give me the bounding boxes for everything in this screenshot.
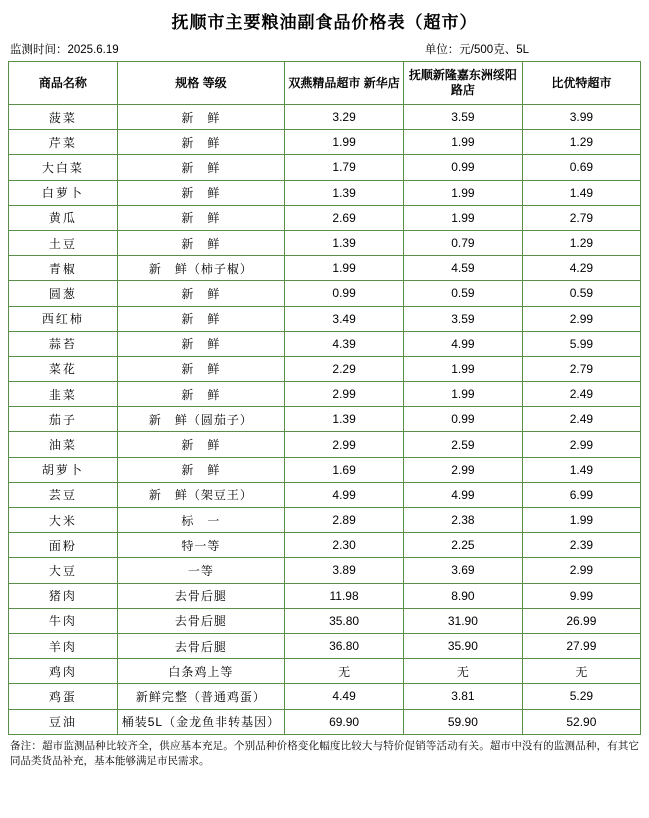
table-row (9, 533, 641, 558)
cell-price-store-1: 3.49 (285, 306, 404, 331)
cell-spec: 去骨后腿 (117, 633, 284, 658)
cell-price-store-3: 1.29 (522, 230, 640, 255)
cell-product-name: 蒜苔 (9, 331, 118, 356)
cell-price-store-1: 1.39 (285, 180, 404, 205)
cell-price-store-2: 1.99 (403, 205, 522, 230)
cell-price-store-2: 3.59 (403, 306, 522, 331)
cell-price-store-1: 0.99 (285, 281, 404, 306)
cell-price-store-2: 59.90 (403, 709, 522, 734)
cell-price-store-2: 0.99 (403, 155, 522, 180)
cell-price-store-2: 0.59 (403, 281, 522, 306)
cell-price-store-1: 4.39 (285, 331, 404, 356)
cell-product-name: 油菜 (9, 432, 118, 457)
cell-price-store-3: 5.29 (522, 684, 640, 709)
cell-price-store-3: 1.99 (522, 508, 640, 533)
cell-spec: 新 鲜 (117, 281, 284, 306)
cell-price-store-2: 0.79 (403, 230, 522, 255)
unit-label: 单位：元/500克、5L (424, 44, 529, 56)
table-row (9, 256, 641, 281)
cell-spec: 去骨后腿 (117, 583, 284, 608)
cell-product-name: 牛肉 (9, 608, 118, 633)
table-row (9, 633, 641, 658)
cell-price-store-1: 1.39 (285, 230, 404, 255)
table-row (9, 432, 641, 457)
cell-spec: 新 鲜 (117, 432, 284, 457)
cell-price-store-1: 3.89 (285, 558, 404, 583)
cell-product-name: 白萝卜 (9, 180, 118, 205)
column-header-store-3: 比优特超市 (522, 62, 640, 105)
table-row (9, 205, 641, 230)
cell-spec: 标 一 (117, 508, 284, 533)
cell-product-name: 土豆 (9, 230, 118, 255)
cell-price-store-2: 4.99 (403, 482, 522, 507)
table-row (9, 382, 641, 407)
cell-product-name: 胡萝卜 (9, 457, 118, 482)
cell-price-store-2: 31.90 (403, 608, 522, 633)
table-row (9, 331, 641, 356)
cell-price-store-1: 无 (285, 659, 404, 684)
cell-price-store-2: 2.38 (403, 508, 522, 533)
table-row (9, 709, 641, 734)
cell-price-store-2: 2.25 (403, 533, 522, 558)
cell-spec: 新 鲜 (117, 180, 284, 205)
table-header (9, 62, 641, 105)
cell-price-store-3: 2.49 (522, 382, 640, 407)
column-header-store-2: 抚顺新隆嘉东洲绥阳路店 (403, 62, 522, 105)
table-row (9, 457, 641, 482)
cell-spec: 新 鲜 (117, 230, 284, 255)
table-row (9, 180, 641, 205)
cell-price-store-1: 1.79 (285, 155, 404, 180)
price-table (8, 61, 641, 735)
cell-price-store-2: 2.99 (403, 457, 522, 482)
cell-product-name: 茄子 (9, 407, 118, 432)
cell-price-store-3: 2.79 (522, 356, 640, 381)
cell-spec: 新 鲜（架豆王） (117, 482, 284, 507)
cell-spec: 新 鲜 (117, 205, 284, 230)
monitor-time: 监测时间：2025.6.19 (10, 44, 119, 56)
cell-price-store-3: 2.79 (522, 205, 640, 230)
cell-price-store-2: 1.99 (403, 356, 522, 381)
cell-price-store-3: 52.90 (522, 709, 640, 734)
cell-spec: 新 鲜 (117, 331, 284, 356)
table-row (9, 306, 641, 331)
cell-price-store-1: 2.99 (285, 432, 404, 457)
cell-price-store-1: 69.90 (285, 709, 404, 734)
cell-price-store-3: 6.99 (522, 482, 640, 507)
cell-price-store-3: 2.39 (522, 533, 640, 558)
table-row (9, 583, 641, 608)
cell-product-name: 圆葱 (9, 281, 118, 306)
cell-price-store-1: 2.89 (285, 508, 404, 533)
cell-product-name: 菠菜 (9, 105, 118, 130)
cell-price-store-3: 1.49 (522, 457, 640, 482)
cell-product-name: 韭菜 (9, 382, 118, 407)
cell-price-store-1: 2.69 (285, 205, 404, 230)
cell-spec: 桶装5L（金龙鱼非转基因） (117, 709, 284, 734)
cell-product-name: 大豆 (9, 558, 118, 583)
cell-spec: 去骨后腿 (117, 608, 284, 633)
cell-product-name: 羊肉 (9, 633, 118, 658)
cell-price-store-1: 11.98 (285, 583, 404, 608)
table-row (9, 407, 641, 432)
cell-price-store-2: 8.90 (403, 583, 522, 608)
cell-product-name: 黄瓜 (9, 205, 118, 230)
cell-price-store-3: 0.59 (522, 281, 640, 306)
table-row (9, 482, 641, 507)
footnote: 备注：超市监测品种比较齐全，供应基本充足。个别品种价格变化幅度比较大与特价促销等活动有关。超市中没有的监测品种，有其它同品类货品补充，基本能够满足市民需求。 (10, 739, 639, 767)
cell-price-store-1: 1.39 (285, 407, 404, 432)
cell-product-name: 大米 (9, 508, 118, 533)
cell-product-name: 大白菜 (9, 155, 118, 180)
cell-spec: 特一等 (117, 533, 284, 558)
cell-spec: 新 鲜 (117, 382, 284, 407)
cell-product-name: 芹菜 (9, 130, 118, 155)
cell-price-store-3: 0.69 (522, 155, 640, 180)
cell-price-store-2: 2.59 (403, 432, 522, 457)
cell-spec: 新 鲜 (117, 105, 284, 130)
cell-product-name: 青椒 (9, 256, 118, 281)
cell-price-store-3: 1.29 (522, 130, 640, 155)
page-title: 抚顺市主要粮油副食品价格表（超市） (171, 13, 478, 32)
cell-price-store-3: 2.99 (522, 432, 640, 457)
cell-spec: 新 鲜（柿子椒） (117, 256, 284, 281)
cell-price-store-2: 1.99 (403, 382, 522, 407)
cell-price-store-3: 5.99 (522, 331, 640, 356)
subheader (8, 41, 641, 61)
cell-spec: 新鲜完整（普通鸡蛋） (117, 684, 284, 709)
cell-price-store-2: 3.81 (403, 684, 522, 709)
cell-price-store-1: 3.29 (285, 105, 404, 130)
cell-price-store-1: 35.80 (285, 608, 404, 633)
table-row (9, 684, 641, 709)
table-row (9, 155, 641, 180)
cell-price-store-3: 9.99 (522, 583, 640, 608)
cell-price-store-1: 2.29 (285, 356, 404, 381)
table-row (9, 608, 641, 633)
cell-spec: 新 鲜 (117, 155, 284, 180)
cell-price-store-1: 4.99 (285, 482, 404, 507)
table-row (9, 281, 641, 306)
table-header-row (9, 62, 641, 105)
column-header-spec: 规格 等级 (117, 62, 284, 105)
cell-spec: 新 鲜 (117, 306, 284, 331)
table-row (9, 558, 641, 583)
table-row (9, 356, 641, 381)
cell-price-store-2: 1.99 (403, 180, 522, 205)
cell-price-store-2: 3.69 (403, 558, 522, 583)
table-row (9, 230, 641, 255)
cell-product-name: 芸豆 (9, 482, 118, 507)
column-header-store-1: 双燕精品超市 新华店 (285, 62, 404, 105)
cell-price-store-3: 27.99 (522, 633, 640, 658)
cell-price-store-1: 1.99 (285, 256, 404, 281)
cell-price-store-3: 26.99 (522, 608, 640, 633)
cell-product-name: 豆油 (9, 709, 118, 734)
column-header-name: 商品名称 (9, 62, 118, 105)
cell-price-store-1: 2.30 (285, 533, 404, 558)
cell-product-name: 菜花 (9, 356, 118, 381)
cell-price-store-1: 1.69 (285, 457, 404, 482)
cell-price-store-1: 4.49 (285, 684, 404, 709)
cell-price-store-3: 4.29 (522, 256, 640, 281)
cell-spec: 一等 (117, 558, 284, 583)
cell-price-store-2: 1.99 (403, 130, 522, 155)
cell-spec: 新 鲜 (117, 356, 284, 381)
cell-price-store-3: 无 (522, 659, 640, 684)
table-row (9, 130, 641, 155)
cell-product-name: 猪肉 (9, 583, 118, 608)
cell-price-store-3: 2.49 (522, 407, 640, 432)
cell-price-store-3: 2.99 (522, 306, 640, 331)
cell-price-store-2: 4.99 (403, 331, 522, 356)
cell-product-name: 西红柿 (9, 306, 118, 331)
cell-price-store-2: 4.59 (403, 256, 522, 281)
cell-price-store-2: 3.59 (403, 105, 522, 130)
cell-price-store-1: 2.99 (285, 382, 404, 407)
cell-price-store-3: 3.99 (522, 105, 640, 130)
cell-price-store-2: 无 (403, 659, 522, 684)
table-row (9, 508, 641, 533)
cell-price-store-2: 0.99 (403, 407, 522, 432)
cell-spec: 白条鸡上等 (117, 659, 284, 684)
cell-spec: 新 鲜 (117, 130, 284, 155)
cell-product-name: 鸡肉 (9, 659, 118, 684)
cell-product-name: 鸡蛋 (9, 684, 118, 709)
cell-spec: 新 鲜（圆茄子） (117, 407, 284, 432)
cell-price-store-2: 35.90 (403, 633, 522, 658)
cell-price-store-1: 36.80 (285, 633, 404, 658)
cell-price-store-1: 1.99 (285, 130, 404, 155)
table-row (9, 105, 641, 130)
table-body (9, 105, 641, 735)
cell-product-name: 面粉 (9, 533, 118, 558)
cell-price-store-3: 2.99 (522, 558, 640, 583)
cell-price-store-3: 1.49 (522, 180, 640, 205)
cell-spec: 新 鲜 (117, 457, 284, 482)
table-row (9, 659, 641, 684)
